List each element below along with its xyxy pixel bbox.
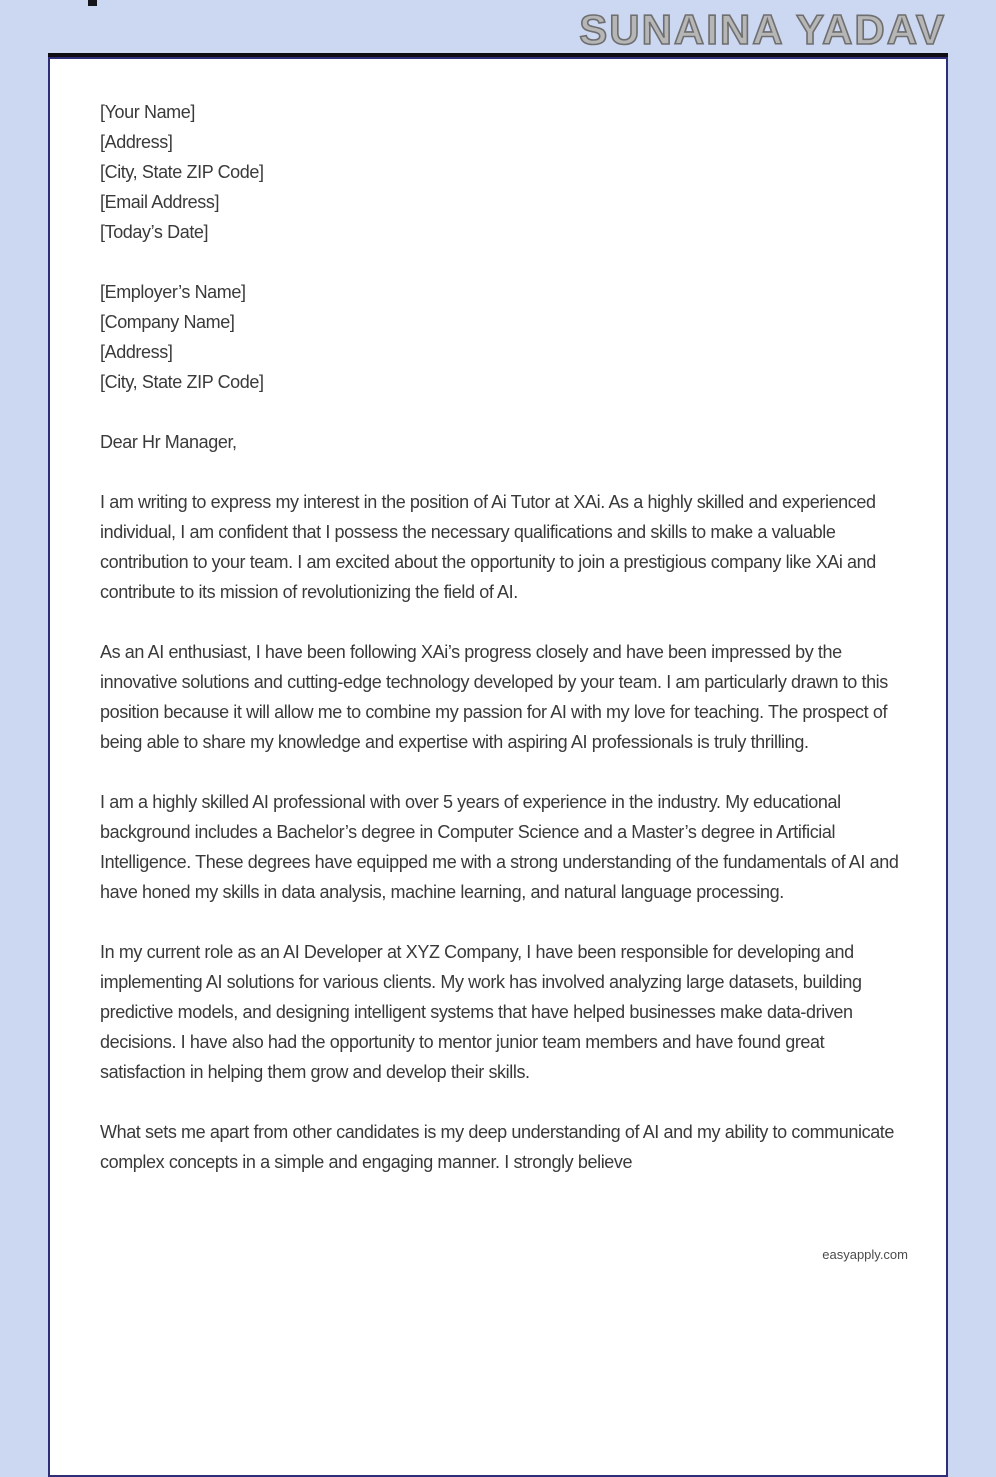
salutation: Dear Hr Manager, [100, 432, 237, 452]
artifact-mark [88, 0, 97, 6]
sender-block [100, 97, 916, 247]
letter-paragraph: As an AI enthusiast, I have been following XAi’s progress closely and have been impressed by the innovative solutions and cutting-edge technology developed by your team. I am particularly drawn to this position because it will allow me to combine my passion for AI with my love for teaching. The prospect of being able to share my knowledge and expertise with aspiring AI professionals is truly thrilling. [100, 642, 888, 752]
letter-paragraph: I am writing to express my interest in the position of Ai Tutor at XAi. As a highly skilled and experienced individual, I am confident that I possess the necessary qualifications and skills to make a valuable contribution to your team. I am excited about the opportunity to join a prestigious company like XAi and contribute to its mission of revolutionizing the field of AI. [100, 492, 876, 602]
recipient-block [100, 277, 916, 397]
sender-line: [Address] [100, 132, 173, 152]
sender-line: [City, State ZIP Code] [100, 162, 264, 182]
recipient-line: [Company Name] [100, 312, 235, 332]
letter-paragraph: I am a highly skilled AI professional with over 5 years of experience in the industry. My educational background includes a Bachelor’s degree in Computer Science and a Master’s degree in Artificial Intelligence. These degrees have equipped me with a strong understanding of the fundamentals of AI and have honed my skills in data analysis, machine learning, and natural language processing. [100, 792, 899, 902]
recipient-line: [Address] [100, 342, 173, 362]
letter-paragraph: In my current role as an AI Developer at XYZ Company, I have been responsible for developing and implementing AI solutions for various clients. My work has involved analyzing large datasets, building predictive models, and designing intelligent systems that have helped businesses make data-driven decisions. I have also had the opportunity to mentor junior team members and have found great satisfaction in helping them grow and develop their skills. [100, 942, 862, 1082]
sender-line: [Today’s Date] [100, 222, 209, 242]
sender-line: [Email Address] [100, 192, 220, 212]
watermark: easyapply.com [822, 1247, 908, 1262]
page-title: SUNAINA YADAV [579, 6, 946, 53]
letter-body [100, 97, 916, 1177]
letter-paragraph: What sets me apart from other candidates is my deep understanding of AI and my ability to communicate complex concepts in a simple and engaging manner. I strongly believe [100, 1122, 895, 1172]
sender-line: [Your Name] [100, 102, 195, 122]
letter-document [48, 57, 948, 1477]
recipient-line: [City, State ZIP Code] [100, 372, 264, 392]
recipient-line: [Employer’s Name] [100, 282, 246, 302]
